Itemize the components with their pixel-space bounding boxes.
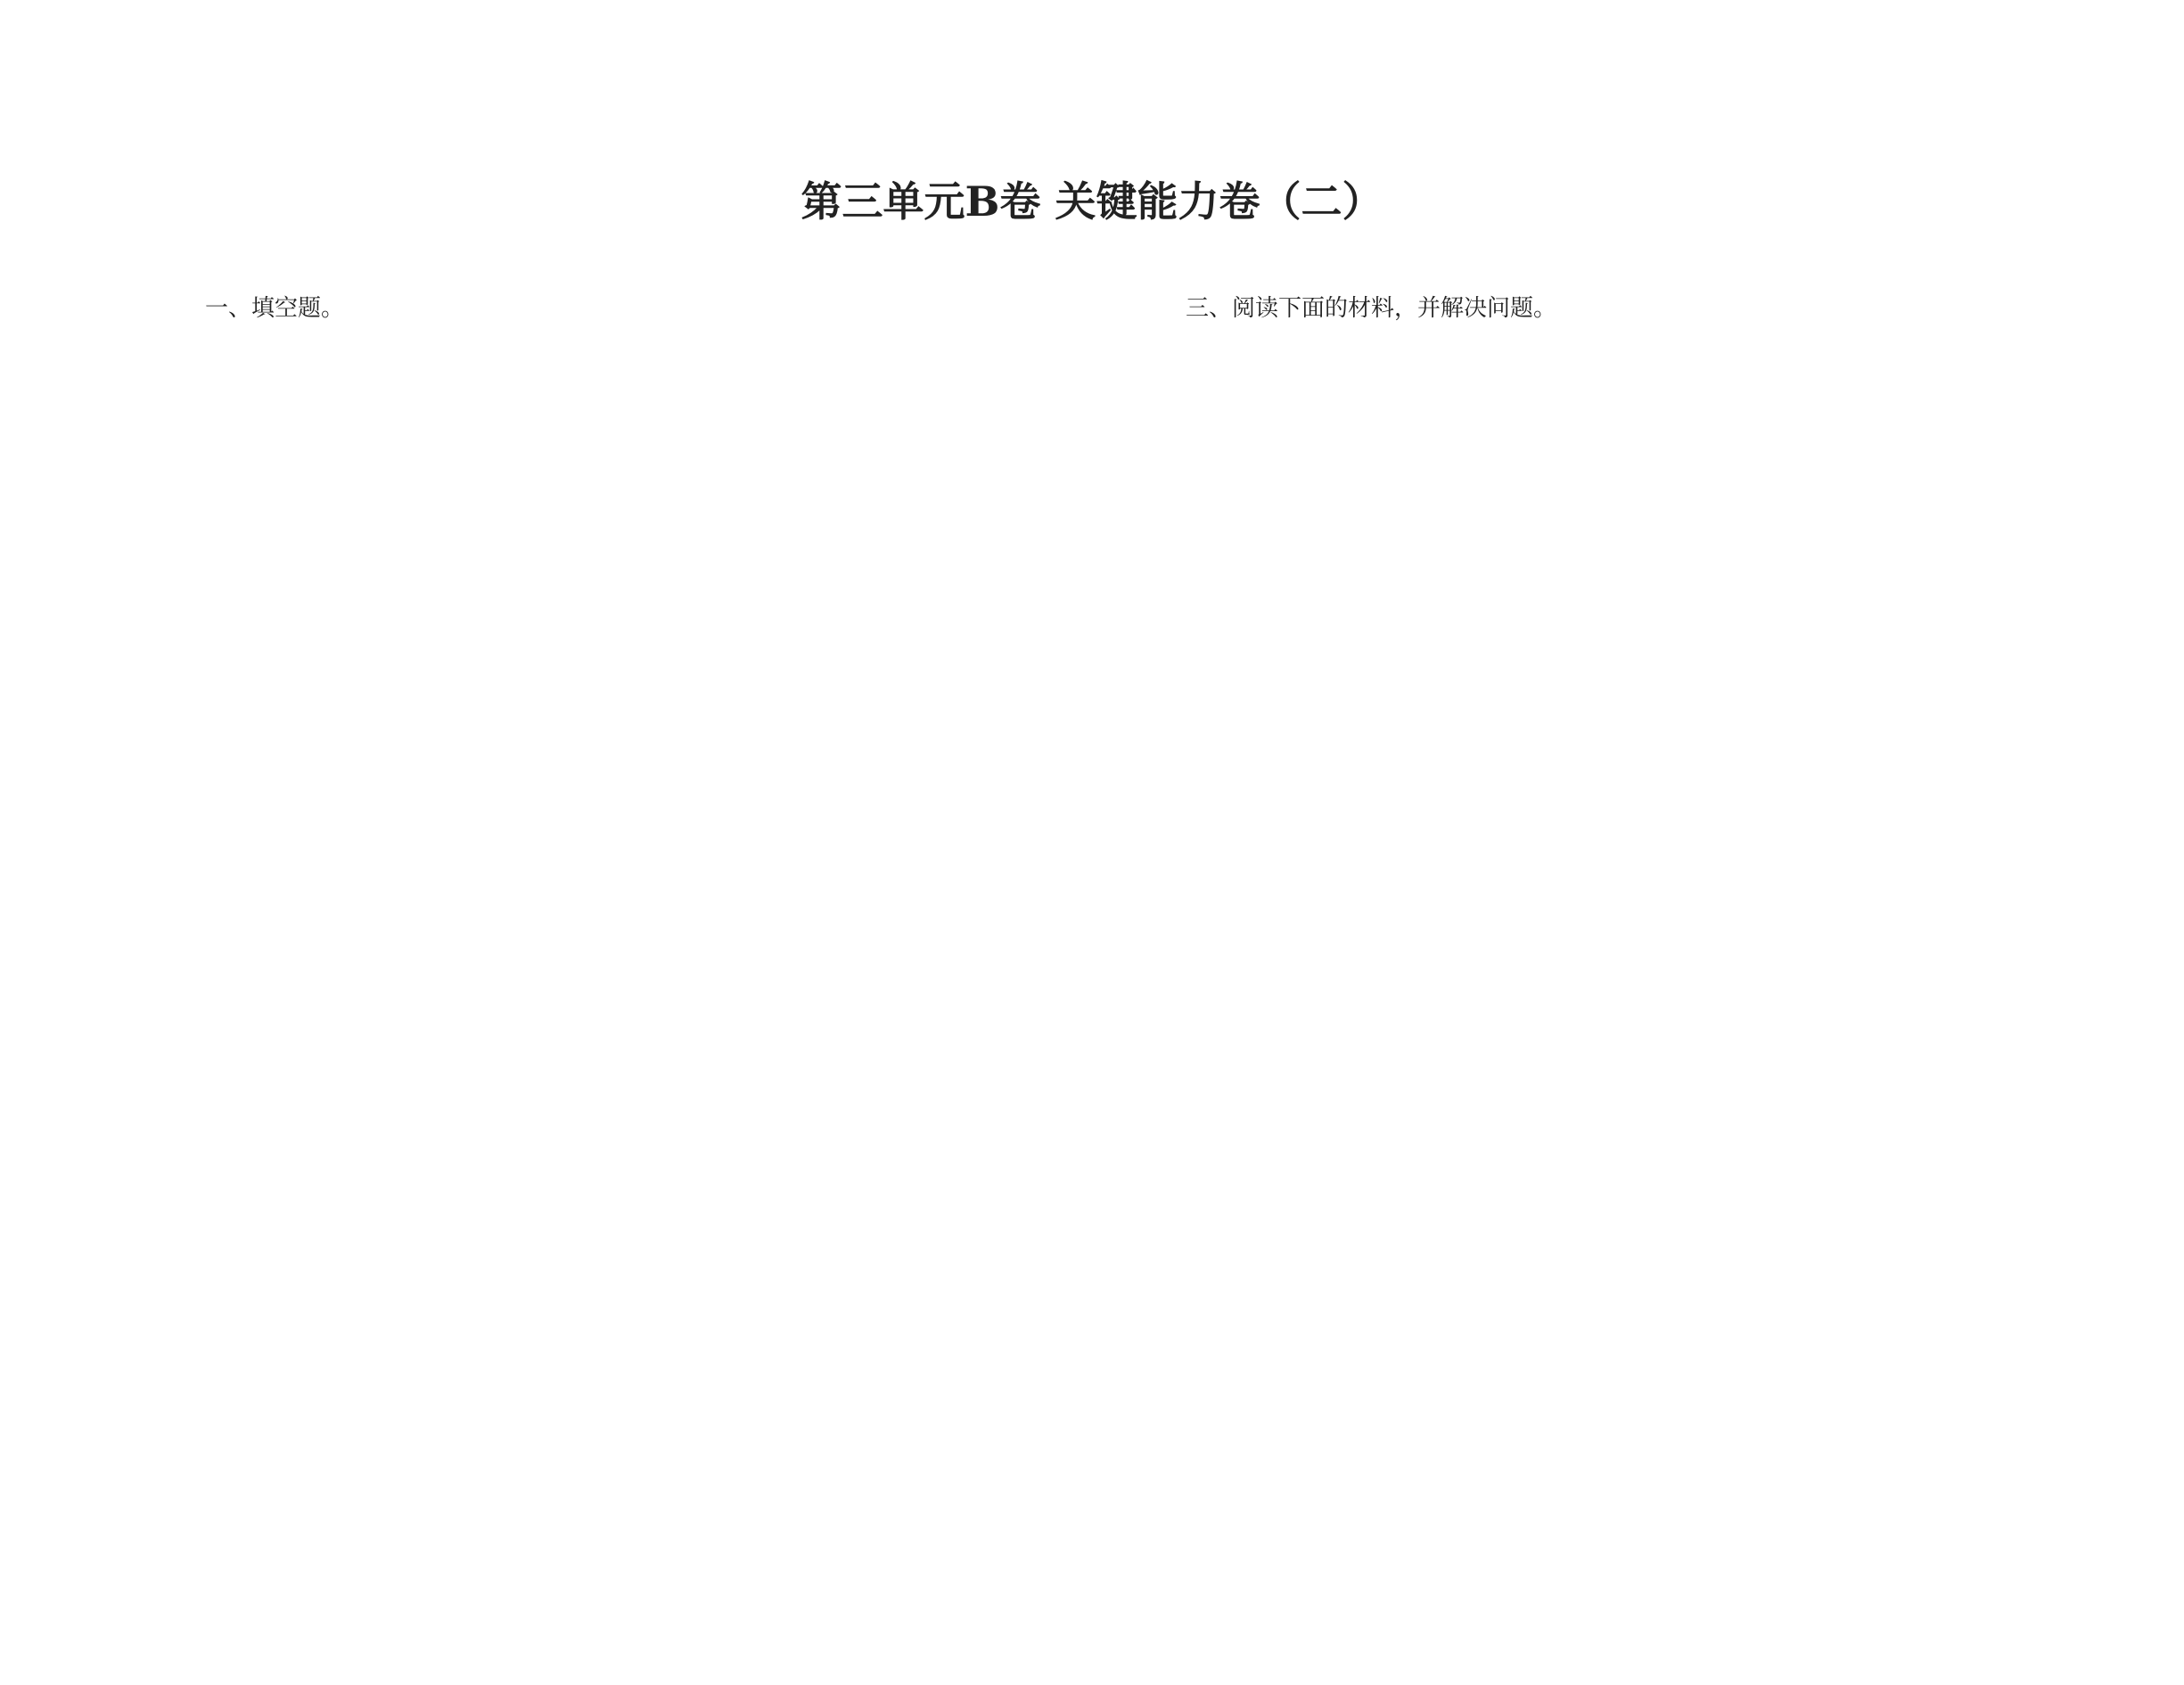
right-section: 三、阅读下面的材料，并解决问题。	[1186, 295, 1557, 322]
page-title: 第三单元B卷 关键能力卷（二）	[801, 177, 1383, 226]
left-section: 一、填空题。	[205, 295, 345, 322]
